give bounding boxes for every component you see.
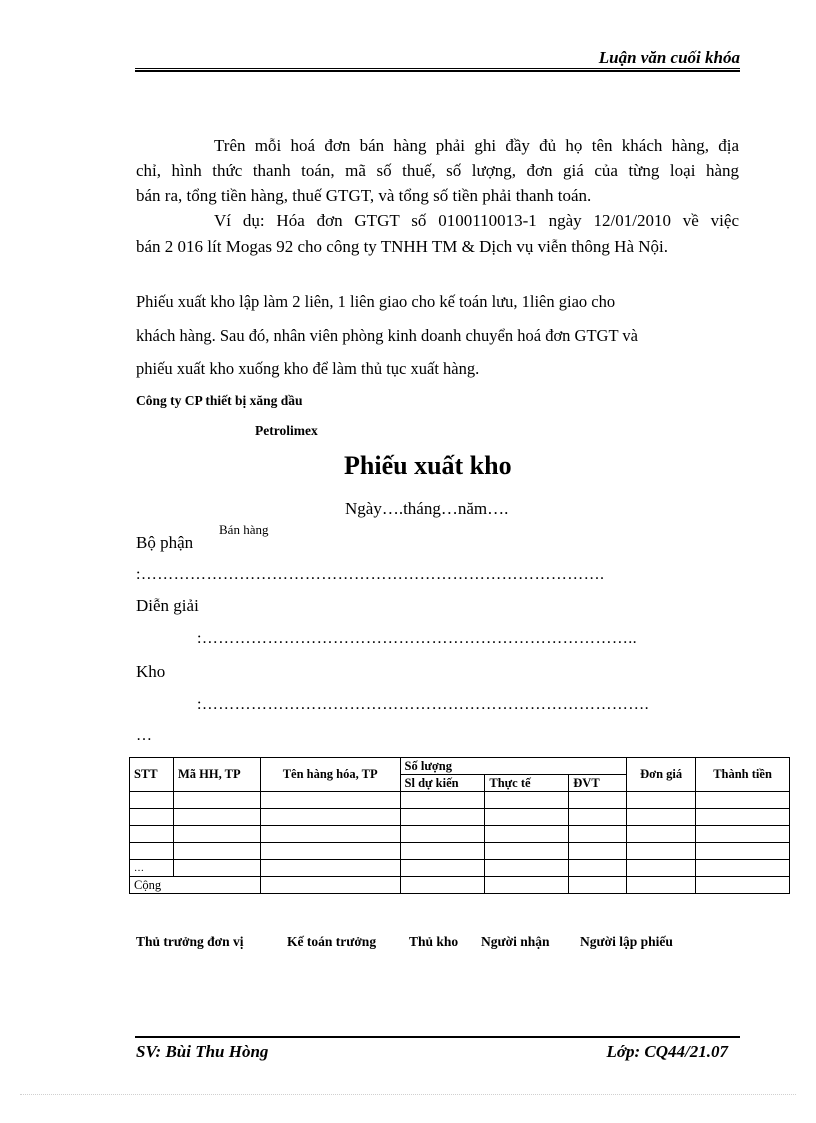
paragraph-line: bán 2 016 lít Mogas 92 cho công ty TNHH TM & Dịch vụ viễn thông Hà Nội. [136, 237, 668, 256]
paragraph-line: phiếu xuất kho xuống kho để làm thủ tục xuất hàng. [136, 359, 480, 378]
signature-director: Thủ trưởng đơn vị [136, 934, 244, 949]
table-row [130, 792, 790, 809]
footer-student: SV: Bùi Thu Hòng [136, 1042, 269, 1061]
page-edge-divider [20, 1094, 796, 1095]
table-row [130, 843, 790, 860]
signature-receiver: Người nhận [481, 934, 550, 949]
date-line: Ngày….tháng…năm…. [345, 499, 509, 518]
col-code-header: Mã HH, TP [173, 758, 260, 792]
warehouse-dots: :………………………………………………………………………. [197, 696, 650, 713]
form-title: Phiếu xuất kho [344, 451, 512, 480]
table-row [130, 809, 790, 826]
warehouse-label: Kho [136, 662, 166, 681]
table-row [130, 826, 790, 843]
paragraph-line: Trên mỗi hoá đơn bán hàng phải ghi đầy đủ họ tên khách hàng, địa [214, 136, 739, 155]
header-rule-bottom [135, 70, 740, 72]
col-price-header: Đơn giá [627, 758, 696, 792]
dept-dots: :…………………………………………………………………………. [136, 566, 605, 583]
signature-chief-accountant: Kế toán trưởng [287, 934, 377, 949]
total-label: Cộng [130, 877, 261, 894]
col-qty-header: Số lượng [400, 758, 627, 775]
footer-rule [135, 1036, 740, 1038]
ellipsis-cell: … [130, 860, 174, 877]
table-row [130, 860, 790, 877]
goods-table [129, 757, 790, 894]
col-amount-header: Thành tiền [696, 758, 790, 792]
col-stt-header: STT [130, 758, 174, 792]
paragraph-line: Ví dụ: Hóa đơn GTGT số 0100110013-1 ngày 12/01/2010 về việc [214, 211, 739, 230]
header-title: Luận văn cuối khóa [598, 48, 740, 67]
col-name-header: Tên hàng hóa, TP [260, 758, 400, 792]
dept-label: Bộ phận [136, 533, 194, 552]
col-unit-header: ĐVT [569, 775, 627, 792]
signature-storekeeper: Thủ kho [409, 934, 459, 949]
table-header-row [130, 758, 790, 775]
header-rule-top [135, 68, 740, 69]
table-total-row [130, 877, 790, 894]
paragraph-line: chỉ, hình thức thanh toán, mã số thuế, số lượng, đơn giá của từng loại hàng [136, 161, 739, 180]
col-qty-actual-header: Thực tế [485, 775, 569, 792]
company-name: Công ty CP thiết bị xăng dầu [136, 393, 303, 408]
desc-dots: :…………………………………………………………………….. [197, 630, 638, 647]
dept-value: Bán hàng [219, 522, 269, 537]
signature-preparer: Người lập phiếu [580, 934, 673, 949]
paragraph-line: Phiếu xuất kho lập làm 2 liên, 1 liên giao cho kế toán lưu, 1liên giao cho [136, 292, 616, 311]
footer-class: Lớp: CQ44/21.07 [606, 1042, 728, 1061]
desc-label: Diễn giải [136, 596, 199, 615]
paragraph-line: bán ra, tổng tiền hàng, thuế GTGT, và tổng số tiền phải thanh toán. [136, 186, 592, 205]
trailing-dots: … [136, 727, 153, 744]
col-qty-plan-header: Sl dự kiến [400, 775, 485, 792]
paragraph-line: khách hàng. Sau đó, nhân viên phòng kinh doanh chuyển hoá đơn GTGT và [136, 326, 638, 345]
company-name-line2: Petrolimex [255, 423, 318, 438]
